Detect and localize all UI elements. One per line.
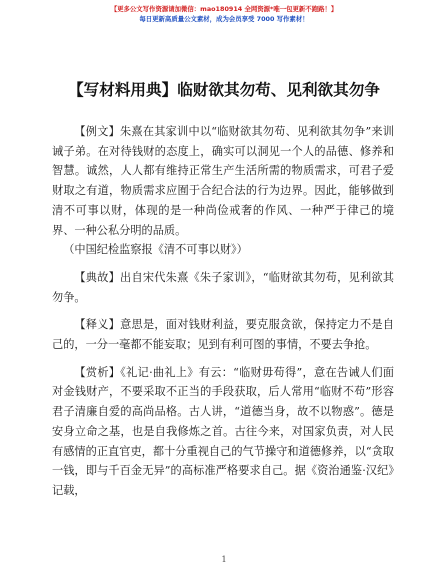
page-title: 【写材料用典】临财欲其勿苟、见利欲其勿争 xyxy=(68,81,380,99)
origin-text: 出自宋代朱熹《朱子家训》，“临财欲其勿苟，见利欲其勿争。 xyxy=(52,270,394,304)
appreciation-tag: 【赏析】 xyxy=(74,365,121,379)
meaning-tag: 【释义】 xyxy=(74,318,121,332)
promo-banner xyxy=(0,4,448,24)
promo-line-2: 每日更新高质量公文素材，成为会员享受 7000 写作素材！ xyxy=(139,15,309,23)
page-number: 1 xyxy=(221,555,227,564)
document-body xyxy=(52,122,394,509)
promo-line-1: 【更多公文写作资源请加微信：mao180914 全网资源*唯一包更新不跑路！】 xyxy=(110,5,338,13)
origin-tag: 【典故】 xyxy=(74,270,121,284)
example-tag: 【例文】 xyxy=(74,125,121,138)
origin-paragraph xyxy=(52,268,394,307)
meaning-text: 意思是，面对钱财利益，要克服贪欲，保持定力不是自己的，一分一毫都不能妄取；见到有利可图的事情，不要去争抢。 xyxy=(52,318,394,352)
meaning-paragraph xyxy=(52,315,394,354)
appreciation-paragraph xyxy=(52,363,394,501)
example-paragraph xyxy=(52,122,394,240)
example-source: （中国纪检监察报《清不可事以财》） xyxy=(63,243,248,257)
appreciation-text: 《礼记·曲礼上》有云：“临财毋苟得”，意在告诫人们面对金钱财产，不要采取不正当的手段获取，后人常用“临财不苟”形容君子清廉自爱的高尚品格。古人讲，“道德当身，故不以物惑”。德是安身立命之基，也是自我修炼之首。古往今来，对国家负责，对人民有感情的正直官吏，都十分重视自己的气节操守和道德修养，以“贪取一钱，即与千百金无异”的高标准严格要求自己。据《资治通鉴·汉纪》记载， xyxy=(52,365,394,497)
example-text: 朱熹在其家训中以“临财欲其勿苟、见利欲其勿争”来训诫子弟。在对待钱财的态度上，确实可以洞见一个人的品德、修养和智慧。诚然，人人都有维持正常生产生活所需的物质需求，可君子爱财取之有道，物质需求应囿于合纪合法的行为边界。因此，能够做到清不可事以财，体现的是一种尚俭戒奢的作风、一种严于律己的境界、一种公私分明的品质。 xyxy=(52,125,394,237)
